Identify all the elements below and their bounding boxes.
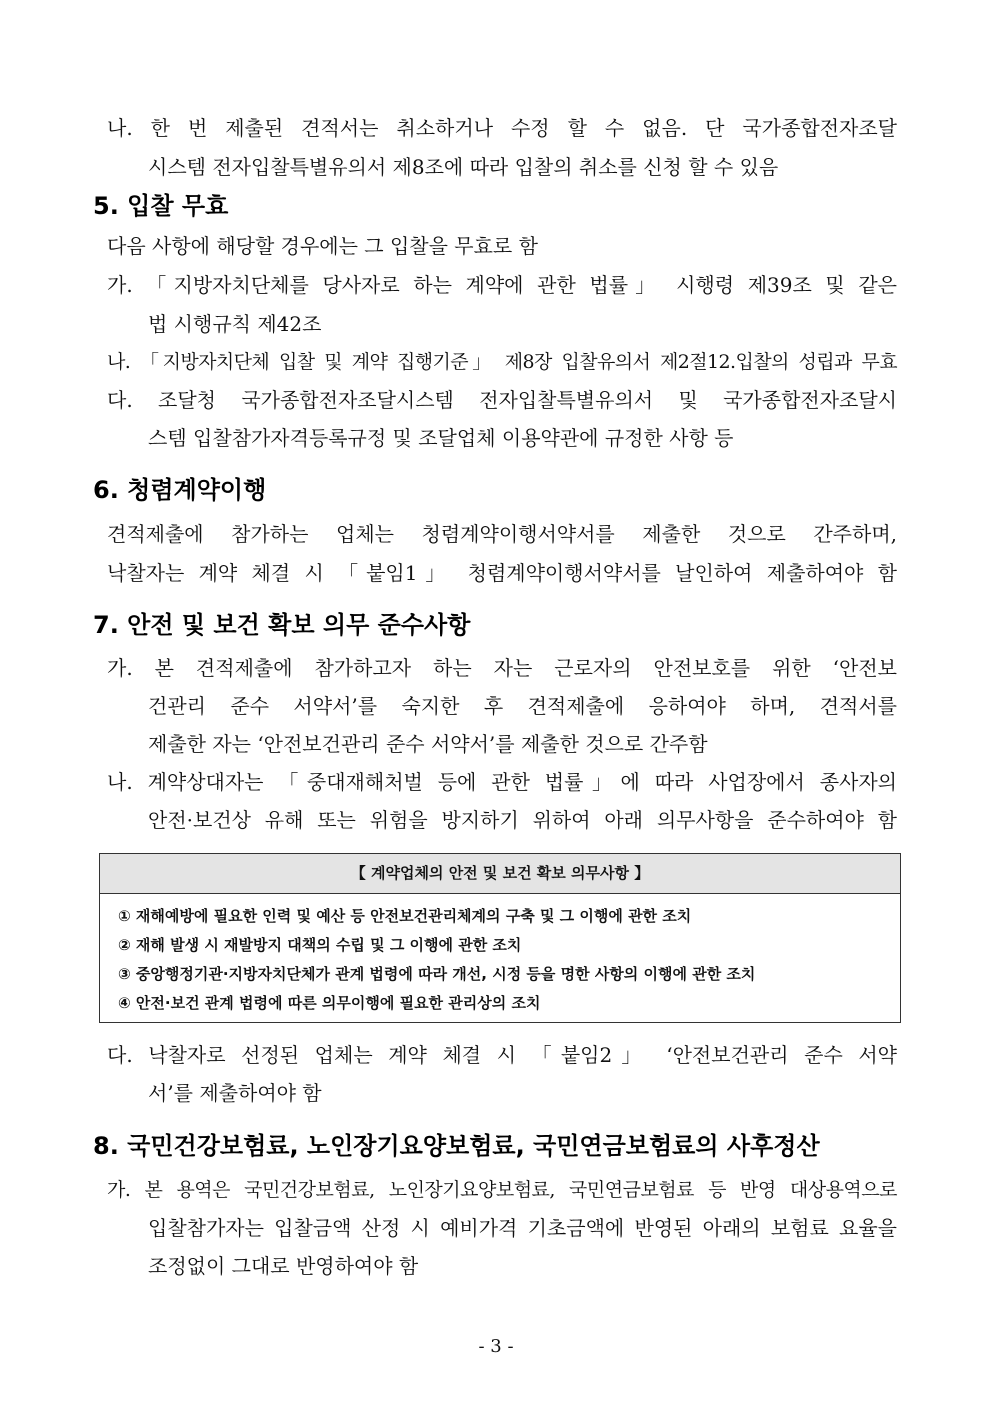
section-5-item-da-line2: 스템 입찰참가자격등록규정 및 조달업체 이용약관에 규정한 사항 등 (148, 426, 734, 450)
safety-obligation-item: ④ 안전·보건 관계 법령에 따른 의무이행에 필요한 관리상의 조치 (118, 994, 541, 1012)
section-5-item-ga-line1: 가. 「지방자치단체를 당사자로 하는 계약에 관한 법률」 시행령 제39조 및 같은 (107, 273, 897, 297)
section-7-da-line2: 서’를 제출하여야 함 (148, 1081, 322, 1105)
section-5-intro: 다음 사항에 해당할 경우에는 그 입찰을 무효로 함 (107, 234, 538, 258)
section-6-heading: 6. 청렴계약이행 (93, 476, 267, 504)
section-5-heading: 5. 입찰 무효 (93, 192, 229, 220)
section-7-ga-line3: 제출한 자는 ‘안전보건관리 준수 서약서’를 제출한 것으로 간주함 (148, 732, 708, 756)
section-7-ga-line2: 건관리 준수 서약서’를 숙지한 후 견적제출에 응하여야 하며, 견적서를 (148, 694, 897, 718)
s4-item-na-line1: 나. 한 번 제출된 견적서는 취소하거나 수정 할 수 없음. 단 국가종합전자조달 (107, 116, 897, 140)
section-6-line2: 낙찰자는 계약 체결 시 「붙임1」 청렴계약이행서약서를 날인하여 제출하여야 함 (107, 561, 897, 585)
safety-obligation-item: ② 재해 발생 시 재발방지 대책의 수립 및 그 이행에 관한 조치 (118, 936, 522, 954)
section-8-ga-line2: 입찰참가자는 입찰금액 산정 시 예비가격 기초금액에 반영된 아래의 보험료 요율을 (148, 1216, 897, 1240)
section-8-ga-line1: 가. 본 용역은 국민건강보험료, 노인장기요양보험료, 국민연금보험료 등 반영 대상용역으로 (107, 1179, 897, 1201)
section-7-na-line2: 안전·보건상 유해 또는 위험을 방지하기 위하여 아래 의무사항을 준수하여야 함 (148, 808, 897, 832)
safety-obligation-item: ① 재해예방에 필요한 인력 및 예산 등 안전보건관리체계의 구축 및 그 이행에 관한 조치 (118, 907, 692, 925)
section-8-heading: 8. 국민건강보험료, 노인장기요양보험료, 국민연금보험료의 사후정산 (93, 1132, 820, 1160)
section-7-na-line1: 나. 계약상대자는 「중대재해처벌 등에 관한 법률」에 따라 사업장에서 종사자의 (107, 770, 897, 794)
section-6-line1: 견적제출에 참가하는 업체는 청렴계약이행서약서를 제출한 것으로 간주하며, (107, 522, 897, 546)
section-8-ga-line3: 조정없이 그대로 반영하여야 함 (148, 1254, 419, 1278)
section-5-item-da-line1: 다. 조달청 국가종합전자조달시스템 전자입찰특별유의서 및 국가종합전자조달시 (107, 388, 897, 412)
section-5-item-ga-line2: 법 시행규칙 제42조 (148, 312, 322, 336)
safety-obligation-item: ③ 중앙행정기관·지방자치단체가 관계 법령에 따라 개선, 시정 등을 명한 사항의 이행에 관한 조치 (118, 965, 756, 983)
page-number: - 3 - (478, 1336, 514, 1357)
safety-obligations-box (99, 853, 901, 1023)
section-5-item-na: 나. 「지방자치단체 입찰 및 계약 집행기준」 제8장 입찰유의서 제2절12.입찰의 성립과 무효 (107, 351, 897, 373)
section-7-ga-line1: 가. 본 견적제출에 참가하고자 하는 자는 근로자의 안전보호를 위한 ‘안전보 (107, 656, 897, 680)
safety-obligations-box-title: 【 계약업체의 안전 및 보건 확보 의무사항 】 (100, 854, 900, 894)
section-7-da-line1: 다. 낙찰자로 선정된 업체는 계약 체결 시 「붙임2」 ‘안전보건관리 준수 서약 (107, 1043, 897, 1067)
section-7-heading: 7. 안전 및 보건 확보 의무 준수사항 (93, 611, 471, 639)
s4-item-na-line2: 시스템 전자입찰특별유의서 제8조에 따라 입찰의 취소를 신청 할 수 있음 (148, 155, 779, 179)
